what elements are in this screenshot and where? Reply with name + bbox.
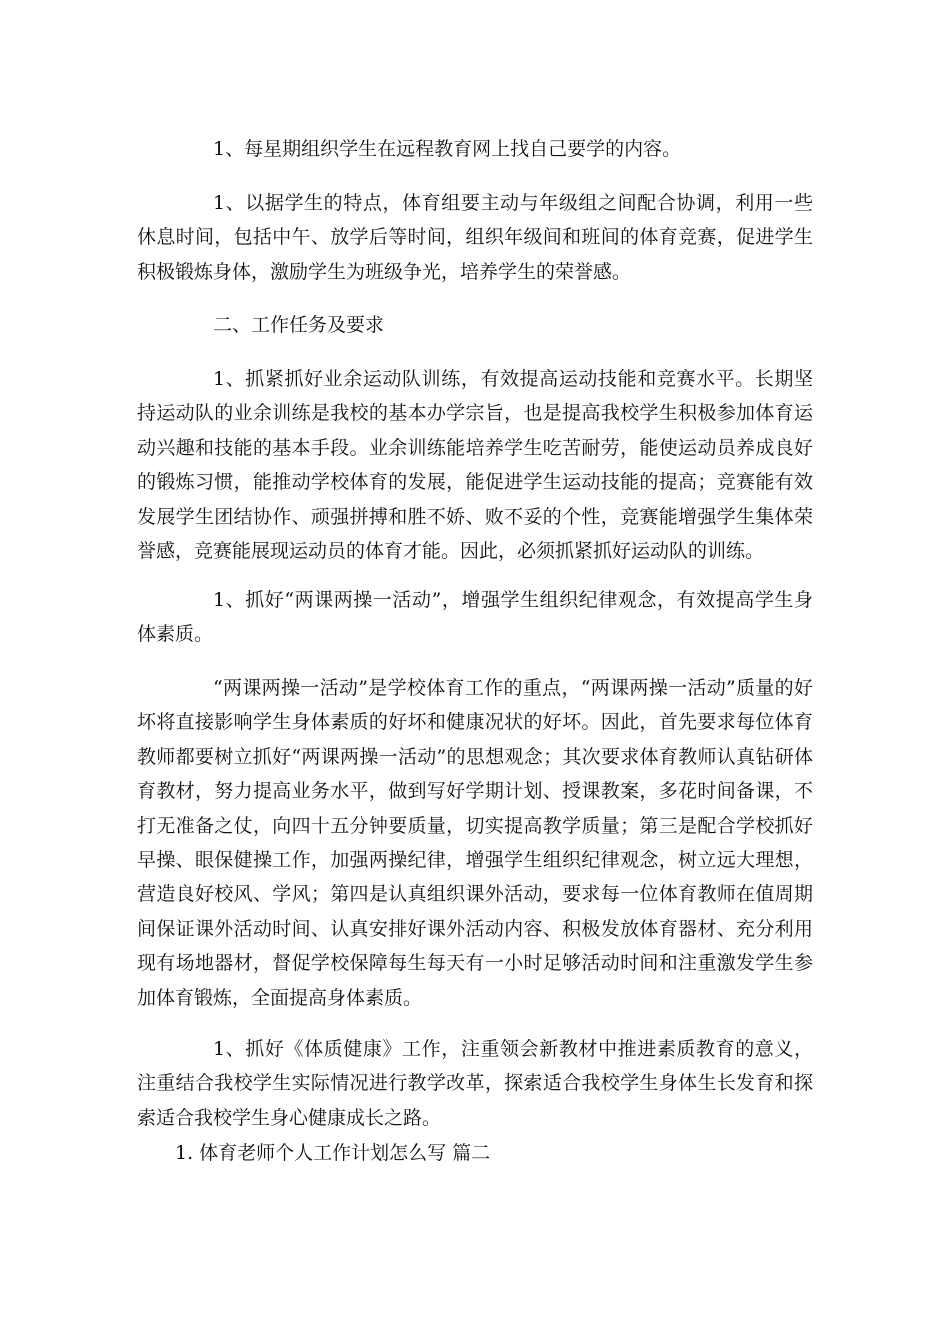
section-heading-tasks-requirements: 二、工作任务及要求 bbox=[213, 314, 385, 336]
paragraph-sports-team-training: 1、抓紧抓好业余运动队训练，有效提高运动技能和竞赛水平。长期坚持运动队的业余训练是我校的基本办学宗旨，也是提高我校学生积极参加体育运动兴趣和技能的基本手段。业余训练能培养学生吃苦耐劳，能使运动员养成良好的锻炼习惯，能推动学校体育的发展，能促进学生运动技能的提高；竞赛能有效发展学生团结协作、顽强拼搏和胜不娇、败不妥的个性，竞赛能增强学生集体荣誉感，竞赛能展现运动员的体育才能。因此，必须抓紧抓好运动队的训练。 bbox=[137, 368, 813, 563]
paragraph-two-classes-detail: “两课两操一活动”是学校体育工作的重点，“两课两操一活动”质量的好坏将直接影响学生身体素质的好坏和健康况状的好坏。因此，首先要求每位体育教师都要树立抓好“两课两操一活动”的思想观念；其次要求体育教师认真钻研体育教材，努力提高业务水平，做到写好学期计划、授课教案，多花时间备课，不打无准备之仗，向四十五分钟要质量，切实提高教学质量；第三是配合学校抓好早操、眼保健操工作，加强两操纪律，增强学生组织纪律观念，树立远大理想，营造良好校风、学风；第四是认真组织课外活动，要求每一位体育教师在值周期间保证课外活动时间、认真安排好课外活动内容、积极发放体育器材、充分利用现有场地器材，督促学校保障每生每天有一小时足够活动时间和注重激发学生参加体育锻炼，全面提高身体素质。 bbox=[137, 677, 813, 1009]
paragraph-two-classes-two-exercises: 1、抓好“两课两操一活动”，增强学生组织纪律观念，有效提高学生身体素质。 bbox=[137, 589, 813, 646]
section-heading-part-two: 1. 体育老师个人工作计划怎么写 篇二 bbox=[175, 1142, 491, 1164]
paragraph-physical-health: 1、抓好《体质健康》工作，注重领会新教材中推进素质教育的意义，注重结合我校学生实际情况进行教学改革，探索适合我校学生身体生长发育和探索适合我校学生身心健康成长之路。 bbox=[137, 1038, 813, 1129]
paragraph-remote-learning: 1、每星期组织学生在远程教育网上找自己要学的内容。 bbox=[213, 138, 682, 160]
paragraph-class-competitions: 1、以据学生的特点，体育组要主动与年级组之间配合协调，利用一些休息时间，包括中午、放学后等时间，组织年级间和班间的体育竞赛，促进学生积极锻炼身体，激励学生为班级争光，培养学生的荣誉感。 bbox=[137, 192, 813, 283]
